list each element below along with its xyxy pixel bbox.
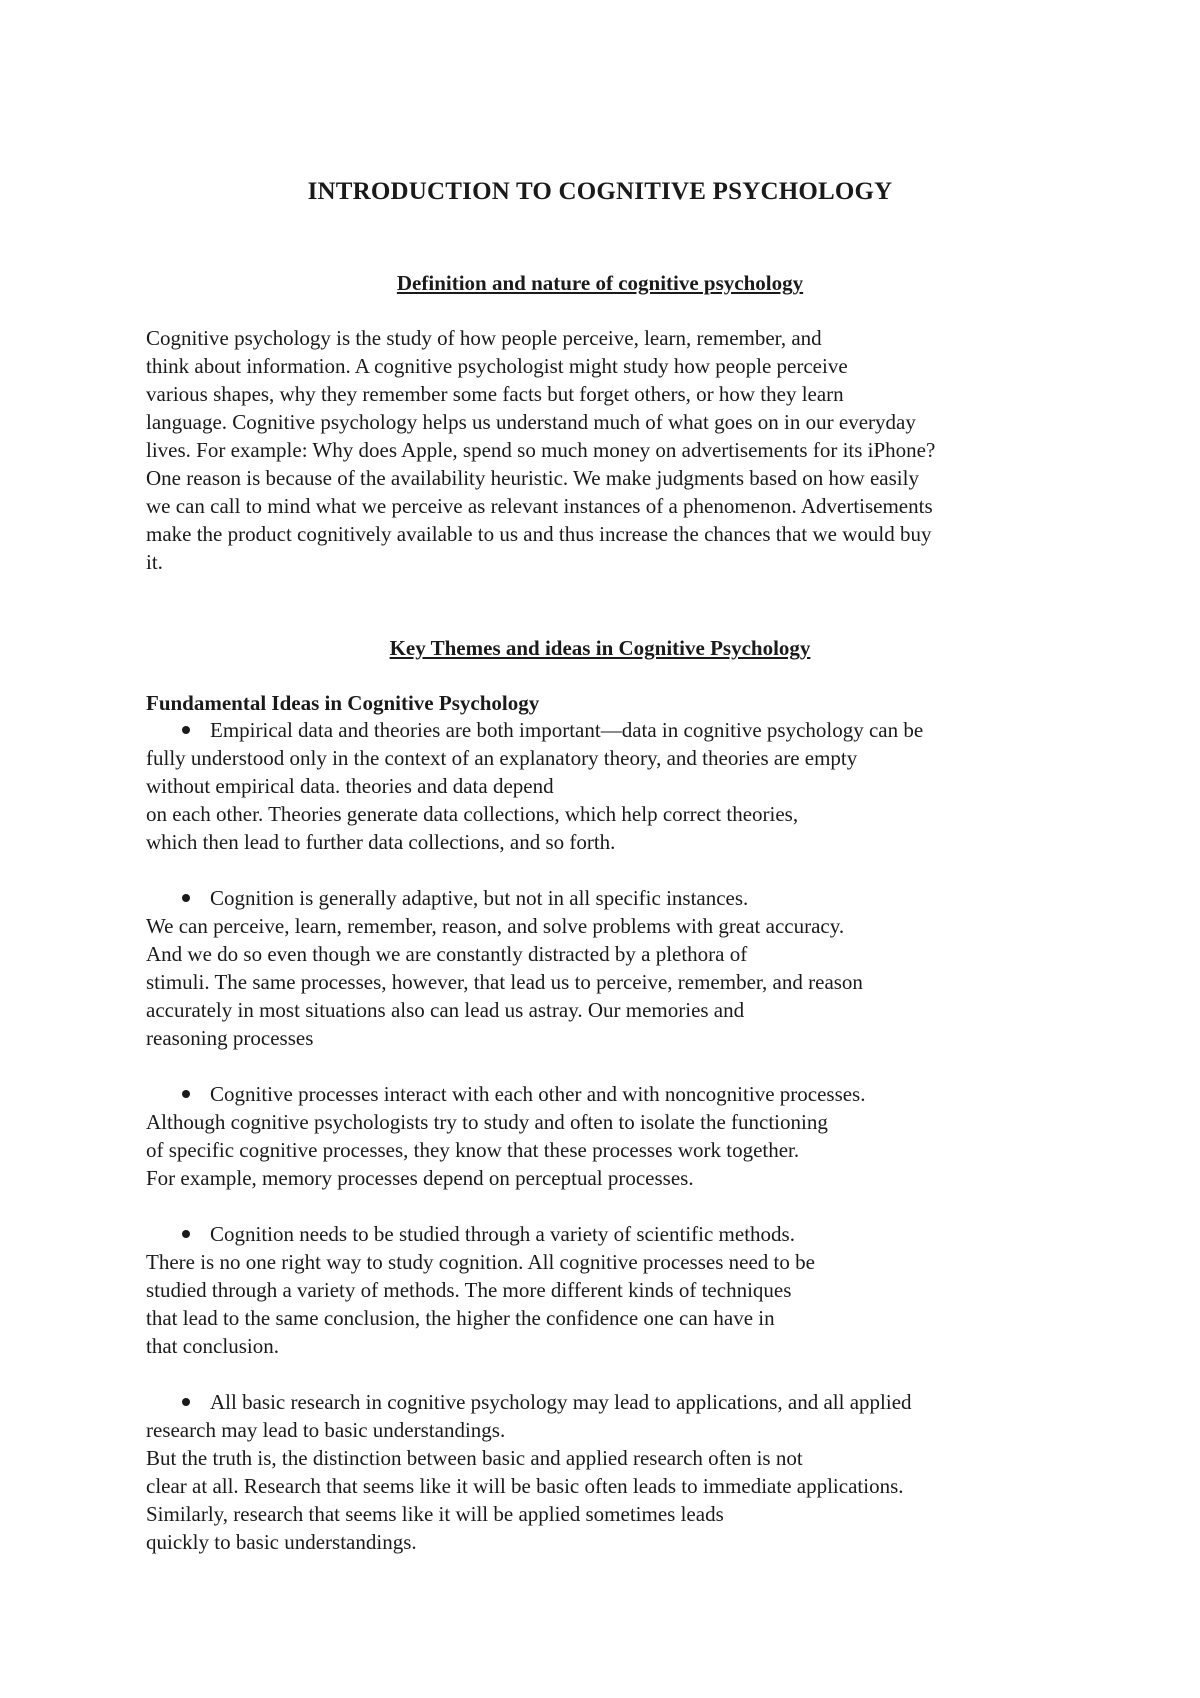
- bullet-icon: [182, 1090, 190, 1098]
- paragraph-line: make the product cognitively available to us and thus increase the chances that we would buy: [146, 522, 932, 546]
- paragraph-line: fully understood only in the context of an explanatory theory, and theories are empty: [146, 746, 858, 770]
- subheading-fundamental-ideas: Fundamental Ideas in Cognitive Psychology: [146, 691, 540, 715]
- paragraph-line: And we do so even though we are constantly distracted by a plethora of: [146, 942, 748, 966]
- bullet-text: Cognitive processes interact with each other and with noncognitive processes.: [210, 1082, 866, 1106]
- bullet-text: Cognition is generally adaptive, but not in all specific instances.: [210, 886, 749, 910]
- bullet-icon: [182, 726, 190, 734]
- paragraph-line: without empirical data. theories and data depend: [146, 774, 554, 798]
- paragraph-line: lives. For example: Why does Apple, spend so much money on advertisements for its iPhone?: [146, 438, 936, 462]
- paragraph-line: But the truth is, the distinction between basic and applied research often is not: [146, 1446, 803, 1470]
- paragraph-line: stimuli. The same processes, however, that lead us to perceive, remember, and reason: [146, 970, 863, 994]
- paragraph-line: studied through a variety of methods. The more different kinds of techniques: [146, 1278, 792, 1302]
- paragraph-line: various shapes, why they remember some facts but forget others, or how they learn: [146, 382, 844, 406]
- paragraph-line: that lead to the same conclusion, the higher the confidence one can have in: [146, 1306, 775, 1330]
- bullet-item: [182, 884, 748, 912]
- paragraph-line: For example, memory processes depend on perceptual processes.: [146, 1166, 694, 1190]
- bullet-item: [182, 1388, 912, 1416]
- paragraph-line: we can call to mind what we perceive as relevant instances of a phenomenon. Advertisements: [146, 494, 933, 518]
- paragraph-line: language. Cognitive psychology helps us understand much of what goes on in our everyday: [146, 410, 916, 434]
- paragraph-line: accurately in most situations also can lead us astray. Our memories and: [146, 998, 745, 1022]
- bullet-icon: [182, 894, 190, 902]
- bullet-item: [182, 716, 923, 744]
- bullet-item: [182, 1080, 865, 1108]
- paragraph-line: think about information. A cognitive psychologist might study how people perceive: [146, 354, 848, 378]
- paragraph-line: There is no one right way to study cognition. All cognitive processes need to be: [146, 1250, 815, 1274]
- paragraph-line: which then lead to further data collections, and so forth.: [146, 830, 616, 854]
- bullet-icon: [182, 1398, 190, 1406]
- paragraph-line: reasoning processes: [146, 1026, 314, 1050]
- bullet-text: Empirical data and theories are both important—data in cognitive psychology can be: [210, 718, 924, 742]
- paragraph-line: clear at all. Research that seems like it will be basic often leads to immediate applications.: [146, 1474, 904, 1498]
- bullet-text: Cognition needs to be studied through a variety of scientific methods.: [210, 1222, 795, 1246]
- paragraph-line: it.: [146, 550, 163, 574]
- paragraph-line: that conclusion.: [146, 1334, 279, 1358]
- paragraph-line: Cognitive psychology is the study of how people perceive, learn, remember, and: [146, 326, 822, 350]
- paragraph-line: on each other. Theories generate data collections, which help correct theories,: [146, 802, 799, 826]
- paragraph-line: Although cognitive psychologists try to study and often to isolate the functioning: [146, 1110, 828, 1134]
- section-heading-definition: Definition and nature of cognitive psychology: [396, 271, 804, 295]
- section-heading-key-themes: Key Themes and ideas in Cognitive Psychology: [389, 636, 811, 660]
- paragraph-line: quickly to basic understandings.: [146, 1530, 417, 1554]
- paragraph-line: research may lead to basic understandings.: [146, 1418, 506, 1442]
- paragraph-line: of specific cognitive processes, they know that these processes work together.: [146, 1138, 800, 1162]
- paragraph-line: We can perceive, learn, remember, reason, and solve problems with great accuracy.: [146, 914, 845, 938]
- bullet-icon: [182, 1230, 190, 1238]
- bullet-text: All basic research in cognitive psychology may lead to applications, and all applied: [210, 1390, 912, 1414]
- paragraph-line: Similarly, research that seems like it will be applied sometimes leads: [146, 1502, 724, 1526]
- bullet-item: [182, 1220, 795, 1248]
- paragraph-line: One reason is because of the availability heuristic. We make judgments based on how easily: [146, 466, 919, 490]
- document-title: INTRODUCTION TO COGNITIVE PSYCHOLOGY: [307, 178, 893, 205]
